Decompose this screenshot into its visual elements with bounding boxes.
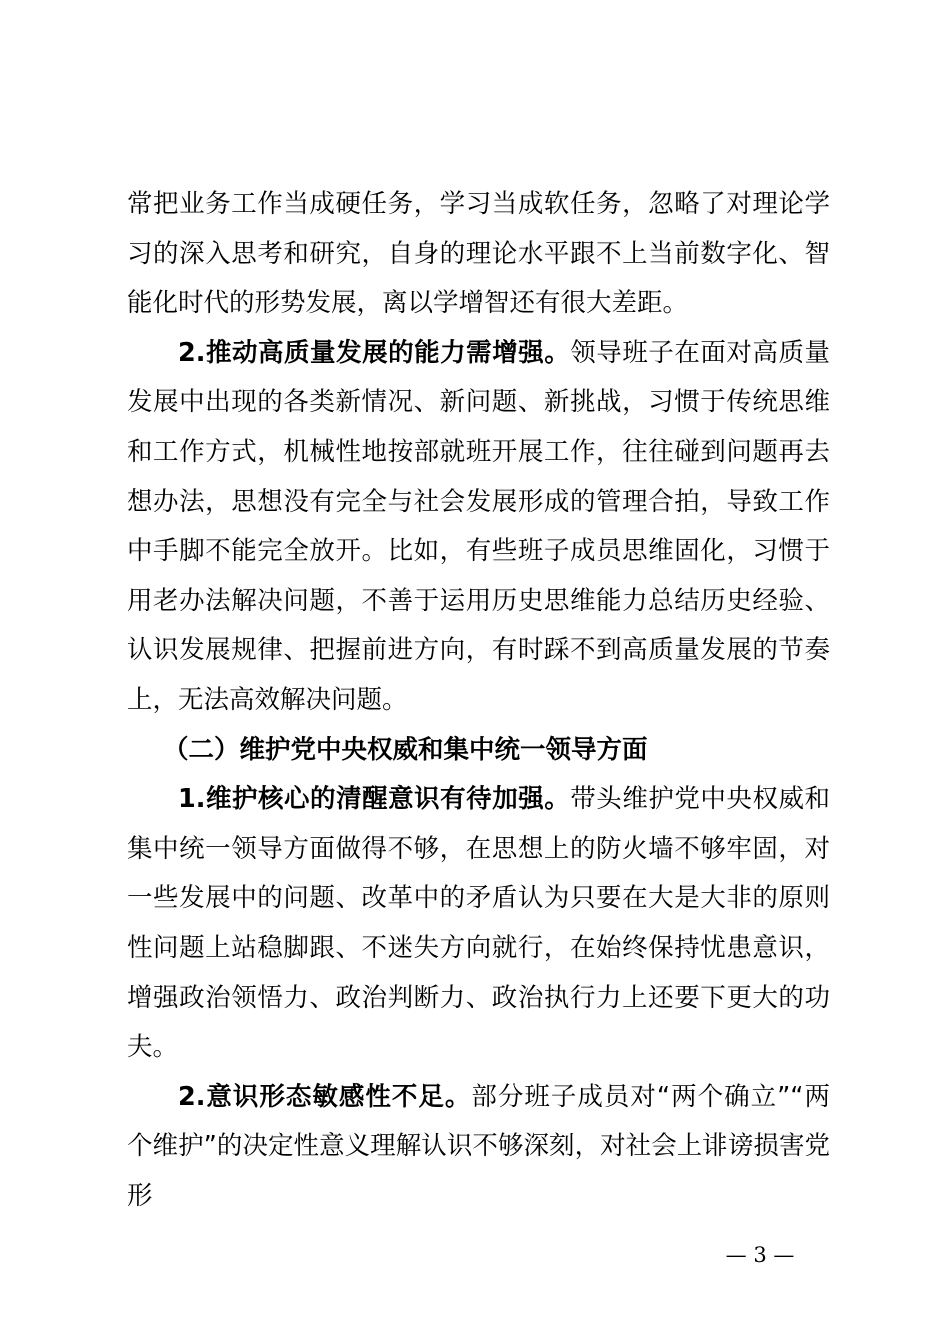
paragraph-lead: 2.推动高质量发展的能力需增强。 — [178, 337, 571, 368]
paragraph-core-awareness — [127, 775, 830, 1073]
paragraph-text: 部分班子成员对“两个确立”“两个维护”的决定性意义理解认识不够深刻，对社会上诽谤损害党形 — [127, 1081, 830, 1211]
section-heading: （二）维护党中央权威和集中统一领导方面 — [163, 734, 648, 765]
paragraph-lead: 2.意识形态敏感性不足。 — [178, 1081, 472, 1112]
paragraph-ideology-sensitivity — [127, 1073, 830, 1222]
page-number: — 3 — — [725, 1243, 795, 1267]
paragraph-text: 带头维护党中央权威和集中统一领导方面做得不够，在思想上的防火墙不够牢固，对一些发展中的问题、改革中的矛盾认为只要在大是大非的原则性问题上站稳脚跟、不迷失方向就行，在始终保持忧患意识，增强政治领悟力、政治判断力、政治执行力上还要下更大的功夫。 — [127, 784, 830, 1063]
paragraph-text: 领导班子在面对高质量发展中出现的各类新情况、新问题、新挑战，习惯于传统思维和工作方式，机械性地按部就班开展工作，往往碰到问题再去想办法，思想没有完全与社会发展形成的管理合拍，导致工作中手脚不能完全放开。比如，有些班子成员思维固化，习惯于用老办法解决问题，不善于运用历史思维能力总结历史经验、认识发展规律、把握前进方向，有时踩不到高质量发展的节奏上，无法高效解决问题。 — [127, 337, 830, 715]
paragraph-development-ability — [127, 329, 830, 726]
paragraph-lead: 1.维护核心的清醒意识有待加强。 — [178, 784, 571, 815]
paragraph-continuation: 常把业务工作当成硬任务，学习当成软任务，忽略了对理论学习的深入思考和研究，自身的理论水平跟不上当前数字化、智能化时代的形势发展，离以学增智还有很大差距。 — [127, 189, 830, 319]
document-body — [127, 180, 830, 1221]
